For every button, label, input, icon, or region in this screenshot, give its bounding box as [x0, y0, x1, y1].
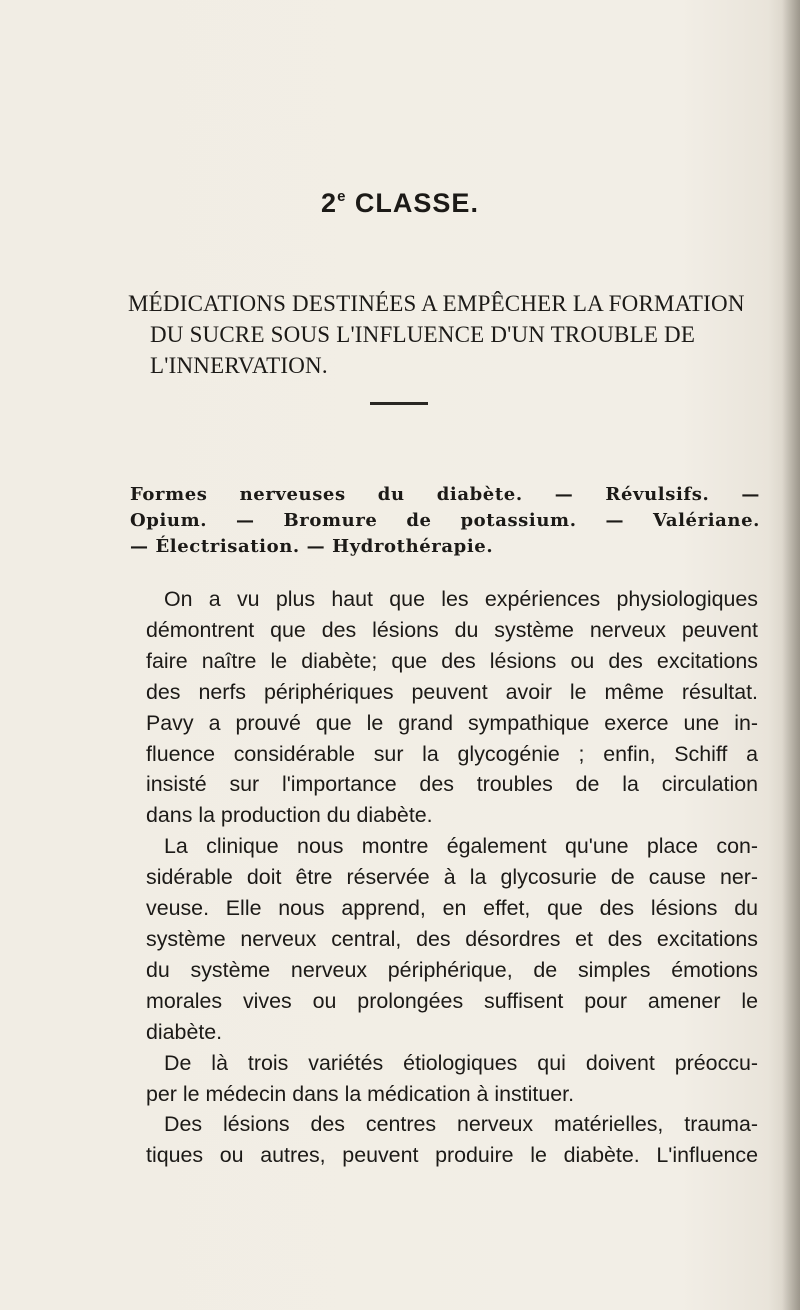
- chapter-title-line-3: L'INNERVATION.: [150, 353, 328, 378]
- body-line: système nerveux central, des désordres et des excitations: [146, 926, 758, 951]
- body-line: du système nerveux périphérique, de simples émotions: [146, 957, 758, 982]
- body-line: De là trois variétés étiologiques qui doivent préoccu-: [164, 1050, 758, 1075]
- body-line: faire naître le diabète; que des lésions ou des excitations: [146, 648, 758, 673]
- summary-line-3: — Électrisation. — Hydrothérapie.: [130, 536, 494, 557]
- body-line: morales vives ou prolongées suffisent pour amener le: [146, 988, 758, 1013]
- body-text: [146, 584, 758, 1171]
- chapter-title-line-1: MÉDICATIONS DESTINÉES A EMPÊCHER LA FORMATION: [128, 291, 745, 316]
- body-line: dans la production du diabète.: [146, 803, 433, 828]
- summary-line-2: Opium. — Bromure de potassium. — Valériane.: [130, 510, 760, 531]
- body-line: Pavy a prouvé que le grand sympathique exerce une in-: [146, 710, 758, 735]
- body-line: per le médecin dans la médication à instituer.: [146, 1081, 575, 1106]
- body-line: des nerfs périphériques peuvent avoir le même résultat.: [146, 679, 758, 704]
- body-line: fluence considérable sur la glycogénie ; enfin, Schiff a: [146, 741, 758, 766]
- chapter-summary: [130, 482, 760, 560]
- section-divider: [370, 402, 428, 405]
- class-ordinal-suffix: e: [337, 188, 347, 205]
- body-line: insisté sur l'importance des troubles de la circulation: [146, 772, 758, 797]
- class-word: CLASSE.: [346, 188, 479, 218]
- class-heading: [0, 188, 800, 219]
- body-line: diabète.: [146, 1019, 223, 1044]
- body-line: démontrent que des lésions du système nerveux peuvent: [146, 617, 758, 642]
- body-line: Des lésions des centres nerveux matérielles, trauma-: [164, 1112, 758, 1137]
- summary-line-1: Formes nerveuses du diabète. — Révulsifs. —: [130, 484, 760, 505]
- class-number: 2: [321, 188, 338, 218]
- body-line: veuse. Elle nous apprend, en effet, que des lésions du: [146, 896, 758, 921]
- chapter-title-line-2: DU SUCRE SOUS L'INFLUENCE D'UN TROUBLE DE: [150, 322, 696, 347]
- chapter-title: [128, 288, 768, 381]
- body-line: sidérable doit être réservée à la glycosurie de cause ner-: [146, 865, 758, 890]
- body-line: La clinique nous montre également qu'une place con-: [164, 834, 758, 859]
- body-line: On a vu plus haut que les expériences physiologiques: [164, 587, 758, 611]
- body-line: tiques ou autres, peuvent produire le diabète. L'influence: [146, 1143, 758, 1168]
